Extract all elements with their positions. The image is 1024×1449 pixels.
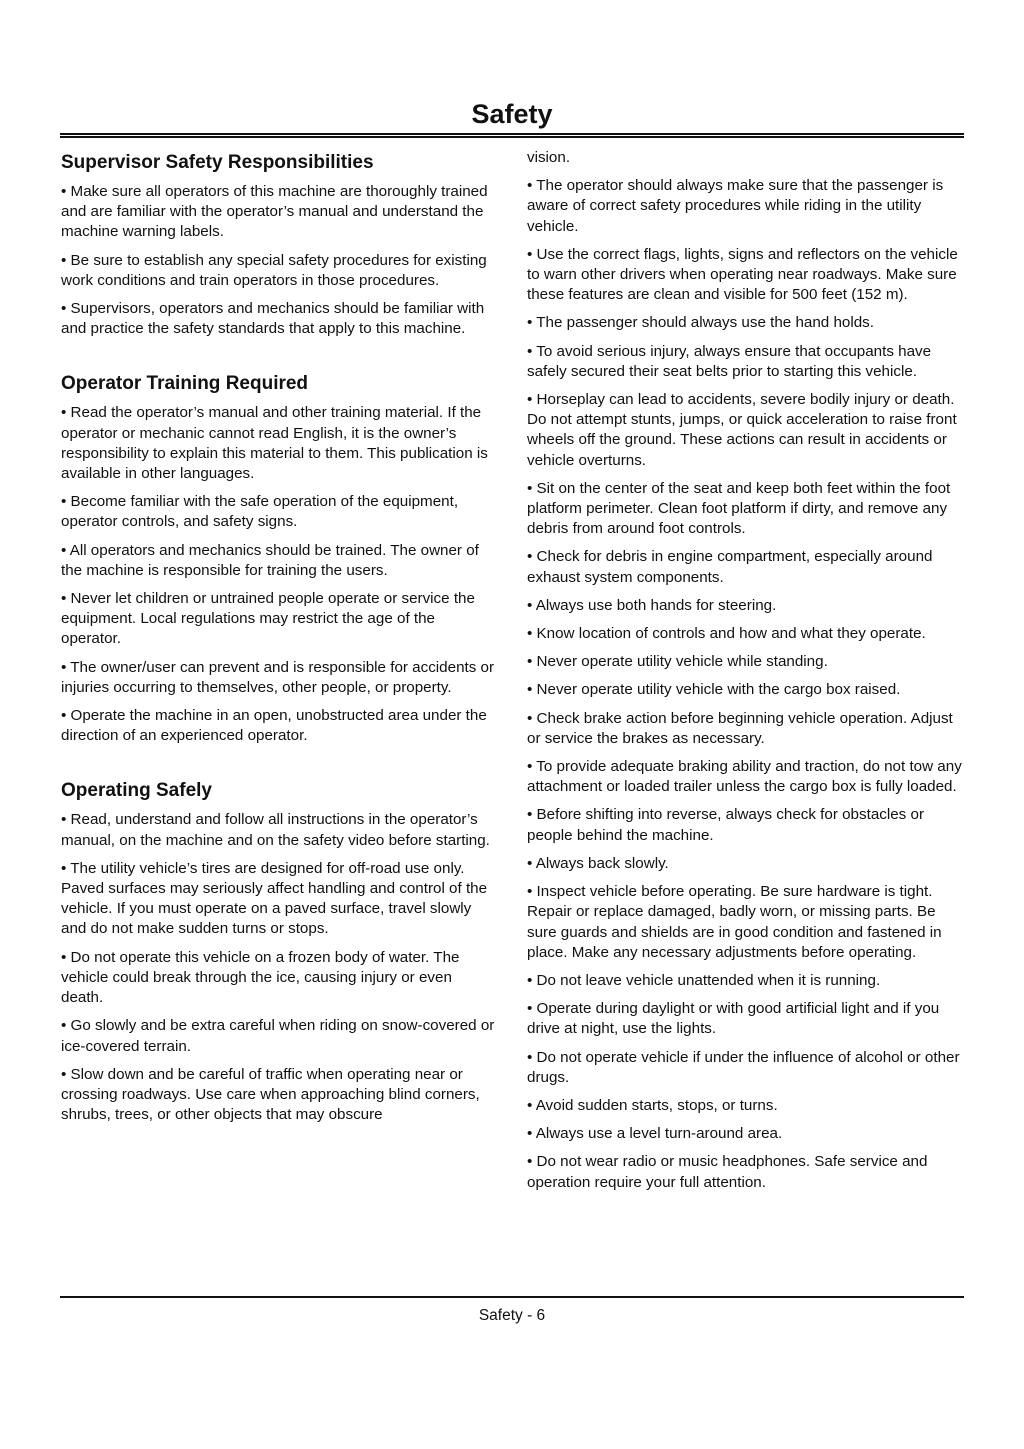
paragraph: • Become familiar with the safe operation of the equipment, operator controls, and safety signs. xyxy=(61,493,459,531)
right-column xyxy=(527,140,967,1201)
paragraph: • Do not leave vehicle unattended when it is running. xyxy=(527,971,881,989)
paragraph: • The operator should always make sure that the passenger is aware of correct safety procedures while riding in the utility vehicle. xyxy=(527,177,944,235)
footer-divider xyxy=(60,1296,964,1298)
page-footer: Safety - 6 xyxy=(478,1307,546,1324)
paragraph: • Always use both hands for steering. xyxy=(527,596,777,614)
paragraph: • Horseplay can lead to accidents, severe bodily injury or death. Do not attempt stunts, jumps, or quick acceleration to raise front wheels off the ground. These actions can result in accidents or vehicle overturns. xyxy=(527,391,957,469)
paragraph: • Use the correct flags, lights, signs and reflectors on the vehicle to warn other drivers when operating near roadways. Make sure these features are clean and visible for 500 feet (152 m). xyxy=(527,245,958,304)
paragraph: • Never let children or untrained people operate or service the equipment. Local regulations may restrict the age of the operator. xyxy=(61,590,475,648)
paragraph: • Before shifting into reverse, always check for obstacles or people behind the machine. xyxy=(527,806,924,844)
paragraph: • To avoid serious injury, always ensure that occupants have safely secured their seat belts prior to starting this vehicle. xyxy=(527,342,932,380)
paragraph: • Avoid sudden starts, stops, or turns. xyxy=(527,1096,778,1114)
section-heading: Operator Training Required xyxy=(61,373,309,395)
section-operating-safely xyxy=(61,778,497,1125)
paragraph: • Slow down and be careful of traffic when operating near or crossing roadways. Use care when approaching blind corners, shrubs, trees, or other objects that may obscure xyxy=(61,1065,480,1124)
paragraph: • Always use a level turn-around area. xyxy=(527,1125,783,1143)
paragraph: • Operate during daylight or with good artificial light and if you drive at night, use the lights. xyxy=(527,1000,940,1038)
section-operator-training xyxy=(61,371,497,746)
section-heading: Operating Safely xyxy=(61,780,212,802)
paragraph: • Sit on the center of the seat and keep both feet within the foot platform perimeter. Clean foot platform if dirty, and remove any debris from around foot controls. xyxy=(527,479,951,538)
paragraph: • Make sure all operators of this machine are thoroughly trained and are familiar with the operator’s manual and understand the machine warning labels. xyxy=(61,183,488,241)
paragraph: • Operate the machine in an open, unobstructed area under the direction of an experienced operator. xyxy=(61,707,487,745)
section-supervisor-safety xyxy=(61,150,497,339)
paragraph: • Be sure to establish any special safety procedures for existing work conditions and train operators in those procedures. xyxy=(61,251,487,289)
paragraph: • The passenger should always use the hand holds. xyxy=(527,314,874,332)
paragraph: • Check for debris in engine compartment, especially around exhaust system components. xyxy=(527,548,933,586)
paragraph: • Go slowly and be extra careful when riding on snow-covered or ice-covered terrain. xyxy=(61,1017,495,1055)
paragraph: • To provide adequate braking ability and traction, do not tow any attachment or loaded trailer unless the cargo box is fully loaded. xyxy=(527,758,962,796)
paragraph: • Inspect vehicle before operating. Be sure hardware is tight. Repair or replace damaged, badly worn, or missing parts. Be sure guards and shields are in good condition and fastened in place. Make any necessary adjustments before operating. xyxy=(527,883,942,961)
paragraph: • Read the operator’s manual and other training material. If the operator or mechanic cannot read English, it is the owner’s responsibility to explain this material to them. This publication is available in other languages. xyxy=(61,404,488,483)
paragraph: • All operators and mechanics should be trained. The owner of the machine is responsible for training the users. xyxy=(61,541,479,579)
paragraph: • Never operate utility vehicle while standing. xyxy=(527,653,828,671)
paragraph: • Know location of controls and how and what they operate. xyxy=(527,625,926,643)
paragraph: • Do not wear radio or music headphones. Safe service and operation require your full attention. xyxy=(527,1153,928,1191)
paragraph: • Check brake action before beginning vehicle operation. Adjust or service the brakes as necessary. xyxy=(527,709,953,747)
paragraph: • The utility vehicle’s tires are designed for off-road use only. Paved surfaces may seriously affect handling and control of the vehicle. If you must operate on a paved surface, travel slowly and do not make sudden turns or stops. xyxy=(61,859,488,938)
paragraph: • Do not operate vehicle if under the influence of alcohol or other drugs. xyxy=(527,1048,960,1086)
section-heading: Supervisor Safety Responsibilities xyxy=(61,152,374,173)
paragraph: • Always back slowly. xyxy=(527,854,669,872)
title-divider xyxy=(60,133,964,138)
left-column xyxy=(61,140,497,1133)
paragraph: vision. xyxy=(527,149,571,166)
paragraph: • Supervisors, operators and mechanics should be familiar with and practice the safety standards that apply to this machine. xyxy=(61,300,485,338)
paragraph: • Do not operate this vehicle on a frozen body of water. The vehicle could break through the ice, causing injury or even death. xyxy=(61,948,460,1007)
paragraph: • The owner/user can prevent and is responsible for accidents or injuries occurring to themselves, other people, or property. xyxy=(61,658,495,696)
paragraph: • Never operate utility vehicle with the cargo box raised. xyxy=(527,681,901,699)
paragraph: • Read, understand and follow all instructions in the operator’s manual, on the machine and on the safety video before starting. xyxy=(61,811,490,849)
page-title: Safety xyxy=(471,99,553,129)
